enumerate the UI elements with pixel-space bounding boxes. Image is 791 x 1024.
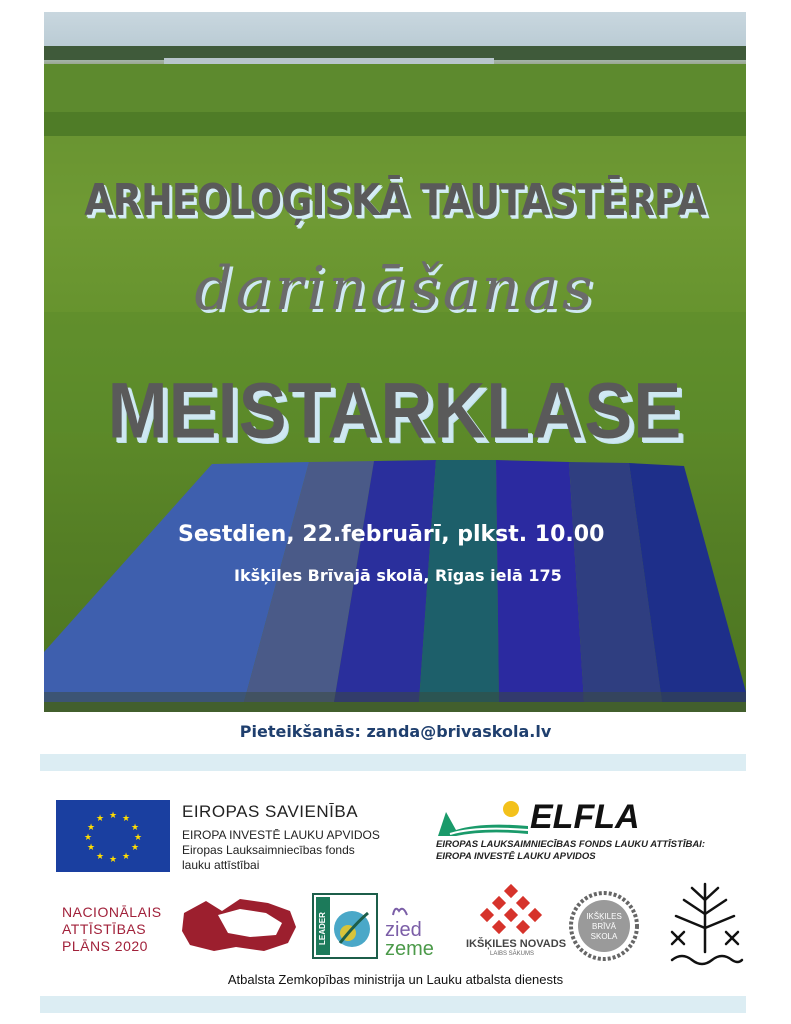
leader-logo-icon	[312, 893, 378, 959]
svg-text:★: ★	[95, 852, 105, 862]
svg-text:★: ★	[130, 823, 140, 833]
event-date-time: Sestdien, 22.februārī, plkst. 10.00	[178, 522, 605, 547]
registration-contact: Pieteikšanās: zanda@brivaskola.lv	[239, 722, 552, 741]
eu-flag-icon	[56, 800, 170, 872]
svg-text:★: ★	[86, 823, 96, 833]
school-line-2: BRĪVĀ	[591, 922, 617, 931]
grass-and-fabric-illustration	[44, 12, 746, 712]
zied-zeme-logo	[385, 902, 434, 959]
ikskile-novads-emblem-icon	[472, 884, 550, 936]
eu-line-1: EIROPA INVESTĒ LAUKU APVIDOS	[182, 828, 380, 842]
zeme-word: zeme	[385, 938, 434, 960]
svg-text:★: ★	[83, 833, 93, 843]
npp-line-1: NACIONĀLAIS	[62, 904, 162, 920]
npp-line-2: ATTĪSTĪBAS	[62, 921, 147, 937]
svg-text:★: ★	[130, 843, 140, 853]
ikskile-novads-name: IKŠĶILES NOVADS	[466, 938, 567, 950]
event-venue: Ikšķiles Brīvajā skolā, Rīgas ielā 175	[234, 566, 562, 585]
svg-text:★: ★	[121, 852, 131, 862]
hero-photo	[44, 12, 746, 712]
svg-text:★: ★	[108, 855, 118, 865]
elfla-caption	[436, 839, 705, 863]
svg-text:★: ★	[95, 814, 105, 824]
elfla-caption-line-2: EIROPA INVESTĒ LAUKU APVIDOS	[436, 851, 596, 862]
eu-title: EIROPAS SAVIENĪBA	[182, 802, 359, 821]
svg-text:★: ★	[121, 814, 131, 824]
title-line-3: MEISTARKLASE	[107, 367, 683, 455]
divider-band-top	[40, 754, 746, 771]
school-line-1: IKŠĶILES	[586, 912, 622, 921]
svg-text:★: ★	[86, 843, 96, 853]
latvia-map-icon	[178, 893, 300, 955]
svg-text:★: ★	[108, 811, 118, 821]
npp-2020-logo	[62, 904, 162, 955]
ikskile-free-school-logo-icon	[568, 890, 640, 962]
svg-text:★: ★	[133, 833, 143, 843]
eu-line-2: Eiropas Lauksaimniecības fonds	[182, 843, 355, 857]
flower-icon	[385, 903, 415, 917]
divider-band-bottom	[40, 996, 746, 1013]
footer-support-text: Atbalsta Zemkopības ministrija un Lauku atbalsta dienests	[227, 972, 564, 987]
ikskile-novads-subtitle: LAIBS SĀKUMS	[490, 951, 535, 957]
elfla-logo-icon	[436, 800, 531, 840]
tree-symbol-icon	[662, 880, 748, 970]
zied-word: zied	[385, 919, 422, 941]
leader-label: LEADER	[318, 912, 327, 945]
eu-text-block	[182, 802, 380, 873]
eu-line-3: lauku attīstībai	[182, 858, 260, 872]
title-line-2: darināšanas	[194, 254, 596, 324]
npp-line-3: PLĀNS 2020	[62, 938, 148, 954]
school-line-3: SKOLA	[590, 932, 618, 941]
elfla-name: ELFLA	[530, 798, 640, 836]
elfla-caption-line-1: EIROPAS LAUKSAIMNIECĪBAS FONDS LAUKU ATTĪSTĪBAI:	[436, 839, 705, 850]
title-line-1: ARHEOLOĢISKĀ TAUTASTĒRPA	[84, 174, 706, 226]
